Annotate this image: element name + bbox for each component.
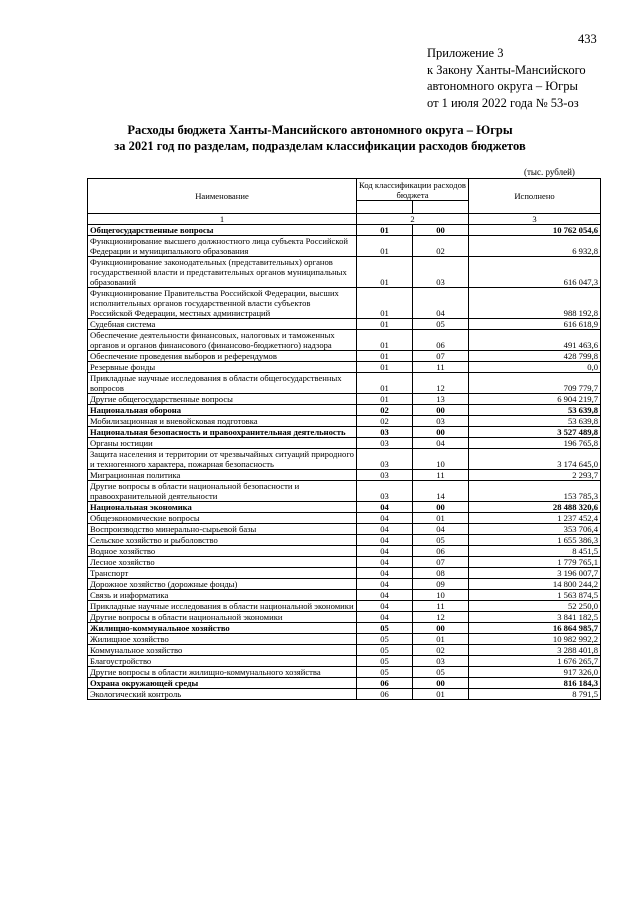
row-subsection-code: 05 <box>413 319 469 330</box>
row-executed-value: 196 765,8 <box>469 438 601 449</box>
row-section-code: 05 <box>357 623 413 634</box>
page-number: 433 <box>578 32 597 46</box>
row-section-code: 01 <box>357 373 413 394</box>
row-name: Функционирование законодательных (представительных) органов государственной власти и представительных органов муниципальных образований <box>88 257 357 288</box>
row-section-code: 04 <box>357 579 413 590</box>
row-name: Благоустройство <box>88 656 357 667</box>
row-name: Жилищно-коммунальное хозяйство <box>88 623 357 634</box>
row-subsection-code: 07 <box>413 351 469 362</box>
row-subsection-code: 01 <box>413 513 469 524</box>
row-name: Сельское хозяйство и рыболовство <box>88 535 357 546</box>
row-subsection-code: 12 <box>413 612 469 623</box>
table-row <box>88 438 601 449</box>
row-name: Другие общегосударственные вопросы <box>88 394 357 405</box>
row-subsection-code: 04 <box>413 438 469 449</box>
row-section-code: 06 <box>357 689 413 700</box>
row-subsection-code: 09 <box>413 579 469 590</box>
row-name: Защита населения и территории от чрезвычайных ситуаций природного и техногенного характера, пожарная безопасность <box>88 449 357 470</box>
table-row <box>88 623 601 634</box>
document-title <box>0 122 640 154</box>
row-section-code: 04 <box>357 568 413 579</box>
row-executed-value: 3 288 401,8 <box>469 645 601 656</box>
row-executed-value: 353 706,4 <box>469 524 601 535</box>
table-row <box>88 394 601 405</box>
row-name: Воспроизводство минерально-сырьевой базы <box>88 524 357 535</box>
row-section-code: 05 <box>357 634 413 645</box>
row-section-code: 03 <box>357 427 413 438</box>
row-section-code: 06 <box>357 678 413 689</box>
row-name: Общеэкономические вопросы <box>88 513 357 524</box>
row-executed-value: 28 488 320,6 <box>469 502 601 513</box>
row-subsection-code: 00 <box>413 427 469 438</box>
column-number: 1 <box>88 214 357 225</box>
row-name: Обеспечение проведения выборов и референдумов <box>88 351 357 362</box>
row-name: Лесное хозяйство <box>88 557 357 568</box>
table-row <box>88 590 601 601</box>
row-subsection-code: 05 <box>413 667 469 678</box>
row-executed-value: 1 676 265,7 <box>469 656 601 667</box>
table-row <box>88 351 601 362</box>
title-line: за 2021 год по разделам, подразделам классификации расходов бюджетов <box>114 139 526 153</box>
row-section-code: 01 <box>357 288 413 319</box>
table-body <box>88 225 601 700</box>
appendix-line: Приложение 3 <box>427 46 504 60</box>
row-subsection-code: 03 <box>413 416 469 427</box>
table-row <box>88 568 601 579</box>
row-section-code: 04 <box>357 502 413 513</box>
row-executed-value: 3 527 489,8 <box>469 427 601 438</box>
table-row <box>88 481 601 502</box>
row-section-code: 01 <box>357 236 413 257</box>
row-executed-value: 491 463,6 <box>469 330 601 351</box>
table-row <box>88 546 601 557</box>
row-name: Коммунальное хозяйство <box>88 645 357 656</box>
row-executed-value: 1 237 452,4 <box>469 513 601 524</box>
row-section-code: 04 <box>357 513 413 524</box>
row-name: Обеспечение деятельности финансовых, налоговых и таможенных органов и органов финансового (финансово-бюджетного) надзора <box>88 330 357 351</box>
table-row <box>88 535 601 546</box>
row-section-code: 04 <box>357 590 413 601</box>
row-name: Судебная система <box>88 319 357 330</box>
row-executed-value: 0,0 <box>469 362 601 373</box>
row-section-code: 05 <box>357 667 413 678</box>
table-row <box>88 667 601 678</box>
row-executed-value: 1 563 874,5 <box>469 590 601 601</box>
row-executed-value: 616 047,3 <box>469 257 601 288</box>
row-name: Другие вопросы в области национальной безопасности и правоохранительной деятельности <box>88 481 357 502</box>
table-row <box>88 373 601 394</box>
row-subsection-code: 03 <box>413 656 469 667</box>
row-name: Экологический контроль <box>88 689 357 700</box>
table-row <box>88 470 601 481</box>
row-name: Функционирование высшего должностного лица субъекта Российской Федерации и муниципального образования <box>88 236 357 257</box>
row-subsection-code: 11 <box>413 362 469 373</box>
row-name: Национальная экономика <box>88 502 357 513</box>
row-executed-value: 16 864 985,7 <box>469 623 601 634</box>
row-subsection-code: 00 <box>413 678 469 689</box>
row-name: Общегосударственные вопросы <box>88 225 357 236</box>
row-executed-value: 10 762 054,6 <box>469 225 601 236</box>
table-row <box>88 601 601 612</box>
row-executed-value: 6 932,8 <box>469 236 601 257</box>
row-section-code: 04 <box>357 546 413 557</box>
row-name: Органы юстиции <box>88 438 357 449</box>
row-subsection-code: 05 <box>413 535 469 546</box>
table-row <box>88 524 601 535</box>
table-row <box>88 678 601 689</box>
row-subsection-code: 00 <box>413 623 469 634</box>
row-name: Дорожное хозяйство (дорожные фонды) <box>88 579 357 590</box>
row-subsection-code: 00 <box>413 502 469 513</box>
header-section-blank <box>357 201 413 214</box>
row-name: Функционирование Правительства Российской Федерации, высших исполнительных органов государственной власти субъектов Российской Федерации, местных администраций <box>88 288 357 319</box>
row-section-code: 04 <box>357 524 413 535</box>
table-row <box>88 645 601 656</box>
row-subsection-code: 11 <box>413 601 469 612</box>
row-executed-value: 10 982 992,2 <box>469 634 601 645</box>
table-row <box>88 656 601 667</box>
budget-table <box>87 178 601 700</box>
column-number: 2 <box>357 214 469 225</box>
row-subsection-code: 01 <box>413 689 469 700</box>
row-executed-value: 616 618,9 <box>469 319 601 330</box>
table-row <box>88 513 601 524</box>
row-executed-value: 53 639,8 <box>469 405 601 416</box>
row-subsection-code: 04 <box>413 524 469 535</box>
table-row <box>88 362 601 373</box>
row-subsection-code: 14 <box>413 481 469 502</box>
table-row <box>88 427 601 438</box>
row-executed-value: 428 799,8 <box>469 351 601 362</box>
row-name: Связь и информатика <box>88 590 357 601</box>
row-name: Национальная безопасность и правоохранительная деятельность <box>88 427 357 438</box>
table-row <box>88 612 601 623</box>
units-note: (тыс. рублей) <box>524 167 575 177</box>
row-subsection-code: 00 <box>413 405 469 416</box>
row-name: Другие вопросы в области национальной экономики <box>88 612 357 623</box>
row-section-code: 04 <box>357 612 413 623</box>
row-section-code: 03 <box>357 470 413 481</box>
table-row <box>88 689 601 700</box>
table-row <box>88 449 601 470</box>
row-section-code: 01 <box>357 362 413 373</box>
row-subsection-code: 01 <box>413 634 469 645</box>
row-subsection-code: 07 <box>413 557 469 568</box>
row-subsection-code: 06 <box>413 330 469 351</box>
row-executed-value: 14 800 244,2 <box>469 579 601 590</box>
header-name: Наименование <box>88 179 357 214</box>
appendix-line: от 1 июля 2022 года № 53-оз <box>427 95 579 110</box>
column-number: 3 <box>469 214 601 225</box>
row-executed-value: 153 785,3 <box>469 481 601 502</box>
table-row <box>88 405 601 416</box>
table-row <box>88 257 601 288</box>
row-name: Водное хозяйство <box>88 546 357 557</box>
appendix-note <box>427 45 586 111</box>
row-section-code: 02 <box>357 405 413 416</box>
header-executed: Исполнено <box>469 179 601 214</box>
row-subsection-code: 11 <box>413 470 469 481</box>
row-section-code: 01 <box>357 351 413 362</box>
row-section-code: 01 <box>357 319 413 330</box>
row-subsection-code: 06 <box>413 546 469 557</box>
row-name: Другие вопросы в области жилищно-коммунального хозяйства <box>88 667 357 678</box>
row-executed-value: 3 841 182,5 <box>469 612 601 623</box>
row-executed-value: 709 779,7 <box>469 373 601 394</box>
row-name: Мобилизационная и вневойсковая подготовка <box>88 416 357 427</box>
row-section-code: 01 <box>357 330 413 351</box>
row-name: Охрана окружающей среды <box>88 678 357 689</box>
table-row <box>88 579 601 590</box>
row-section-code: 03 <box>357 481 413 502</box>
row-executed-value: 6 904 219,7 <box>469 394 601 405</box>
row-executed-value: 52 250,0 <box>469 601 601 612</box>
row-executed-value: 8 451,5 <box>469 546 601 557</box>
row-subsection-code: 02 <box>413 645 469 656</box>
table-row <box>88 236 601 257</box>
row-subsection-code: 12 <box>413 373 469 394</box>
row-executed-value: 2 293,7 <box>469 470 601 481</box>
table-row <box>88 557 601 568</box>
appendix-line: автономного округа – Югры <box>427 79 578 93</box>
row-subsection-code: 04 <box>413 288 469 319</box>
row-subsection-code: 13 <box>413 394 469 405</box>
row-section-code: 01 <box>357 225 413 236</box>
table-row <box>88 225 601 236</box>
row-section-code: 04 <box>357 601 413 612</box>
row-name: Прикладные научные исследования в области общегосударственных вопросов <box>88 373 357 394</box>
header-code-group: Код классификации расходов бюджета <box>357 179 469 201</box>
table-row <box>88 319 601 330</box>
row-executed-value: 917 326,0 <box>469 667 601 678</box>
table-row <box>88 330 601 351</box>
row-subsection-code: 08 <box>413 568 469 579</box>
row-section-code: 04 <box>357 557 413 568</box>
title-line: Расходы бюджета Ханты-Мансийского автономного округа – Югры <box>127 123 513 137</box>
row-name: Национальная оборона <box>88 405 357 416</box>
row-executed-value: 3 196 007,7 <box>469 568 601 579</box>
row-name: Транспорт <box>88 568 357 579</box>
row-section-code: 03 <box>357 449 413 470</box>
appendix-line: к Закону Ханты-Мансийского <box>427 62 586 77</box>
row-executed-value: 1 779 765,1 <box>469 557 601 568</box>
row-executed-value: 1 655 386,3 <box>469 535 601 546</box>
row-executed-value: 8 791,5 <box>469 689 601 700</box>
row-subsection-code: 10 <box>413 590 469 601</box>
row-subsection-code: 00 <box>413 225 469 236</box>
row-executed-value: 53 639,8 <box>469 416 601 427</box>
row-executed-value: 988 192,8 <box>469 288 601 319</box>
row-section-code: 01 <box>357 394 413 405</box>
row-section-code: 04 <box>357 535 413 546</box>
header-subsection-blank <box>413 201 469 214</box>
row-name: Резервные фонды <box>88 362 357 373</box>
row-subsection-code: 02 <box>413 236 469 257</box>
row-executed-value: 3 174 645,0 <box>469 449 601 470</box>
table-row <box>88 288 601 319</box>
table-row <box>88 634 601 645</box>
row-name: Прикладные научные исследования в области национальной экономики <box>88 601 357 612</box>
row-section-code: 02 <box>357 416 413 427</box>
row-section-code: 05 <box>357 645 413 656</box>
row-subsection-code: 03 <box>413 257 469 288</box>
table-row <box>88 502 601 513</box>
row-section-code: 05 <box>357 656 413 667</box>
row-name: Миграционная политика <box>88 470 357 481</box>
row-executed-value: 816 184,3 <box>469 678 601 689</box>
row-section-code: 01 <box>357 257 413 288</box>
row-section-code: 03 <box>357 438 413 449</box>
row-name: Жилищное хозяйство <box>88 634 357 645</box>
row-subsection-code: 10 <box>413 449 469 470</box>
table-row <box>88 416 601 427</box>
